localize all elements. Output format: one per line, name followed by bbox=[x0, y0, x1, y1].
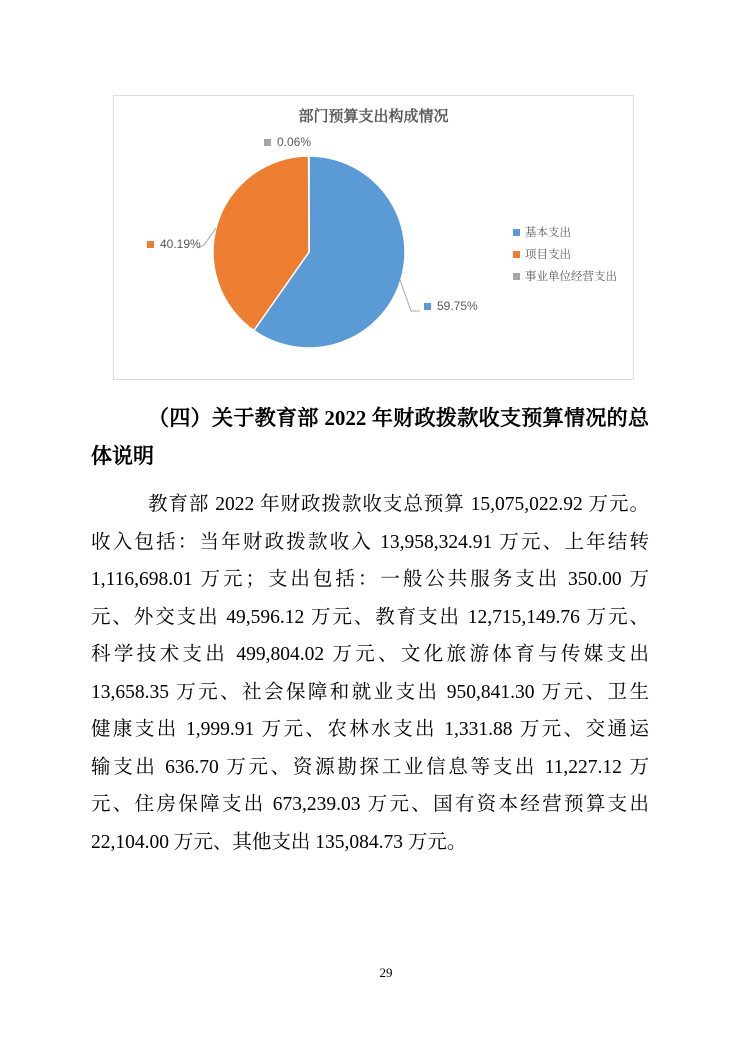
paragraph-line: 科学技术支出 499,804.02 万元、文化旅游体育与传媒支出 bbox=[91, 644, 649, 665]
chart-title: 部门预算支出构成情况 bbox=[298, 108, 449, 125]
legend-item-label: 项目支出 bbox=[525, 249, 571, 261]
legend-swatch-icon bbox=[513, 251, 520, 258]
pie-data-label-text: 59.75% bbox=[437, 299, 478, 313]
body-paragraph bbox=[91, 486, 649, 861]
paragraph-line: 教育部 2022 年财政拨款收支总预算 15,075,022.92 万元。 bbox=[148, 494, 649, 515]
paragraph-line: 输支出 636.70 万元、资源勘探工业信息等支出 11,227.12 万 bbox=[91, 756, 649, 778]
pie-data-label-text: 40.19% bbox=[160, 237, 201, 251]
pie-data-label-text: 0.06% bbox=[277, 135, 312, 149]
section-heading-line: 体说明 bbox=[91, 444, 154, 468]
pie-data-label-basic bbox=[424, 299, 478, 313]
legend-item-label: 事业单位经营支出 bbox=[525, 271, 617, 283]
section-heading bbox=[91, 399, 649, 475]
legend-key-icon bbox=[264, 139, 271, 146]
paragraph-line: 22,104.00 万元、其他支出 135,084.73 万元。 bbox=[91, 831, 467, 853]
legend-item-operating bbox=[513, 269, 617, 283]
legend-item-project bbox=[513, 247, 617, 261]
chart-legend bbox=[513, 225, 617, 283]
paragraph-line: 元、住房保障支出 673,239.03 万元、国有资本经营预算支出 bbox=[91, 794, 649, 815]
paragraph-line: 元、外交支出 49,596.12 万元、教育支出 12,715,149.76 万元、 bbox=[91, 606, 649, 628]
legend-swatch-icon bbox=[513, 273, 520, 280]
pie-data-label-project bbox=[147, 237, 201, 251]
section-heading-line: （四）关于教育部 2022 年财政拨款收支预算情况的总 bbox=[148, 406, 649, 430]
paragraph-line: 收入包括：当年财政拨款收入 13,958,324.91 万元、上年结转 bbox=[91, 531, 649, 553]
page-number: 29 bbox=[379, 965, 393, 980]
legend-key-icon bbox=[424, 303, 431, 310]
legend-key-icon bbox=[147, 241, 154, 248]
pie-chart-panel bbox=[113, 95, 634, 380]
legend-swatch-icon bbox=[513, 229, 520, 236]
pie-data-label-operating bbox=[264, 135, 311, 149]
label-leader-line bbox=[400, 280, 420, 311]
paragraph-line: 13,658.35 万元、社会保障和就业支出 950,841.30 万元、卫生 bbox=[91, 681, 649, 703]
legend-item-basic bbox=[513, 225, 617, 239]
paragraph-line: 1,116,698.01 万元；支出包括：一般公共服务支出 350.00 万 bbox=[91, 569, 649, 590]
paragraph-line: 健康支出 1,999.91 万元、农林水支出 1,331.88 万元、交通运 bbox=[91, 719, 649, 740]
legend-item-label: 基本支出 bbox=[525, 227, 571, 239]
